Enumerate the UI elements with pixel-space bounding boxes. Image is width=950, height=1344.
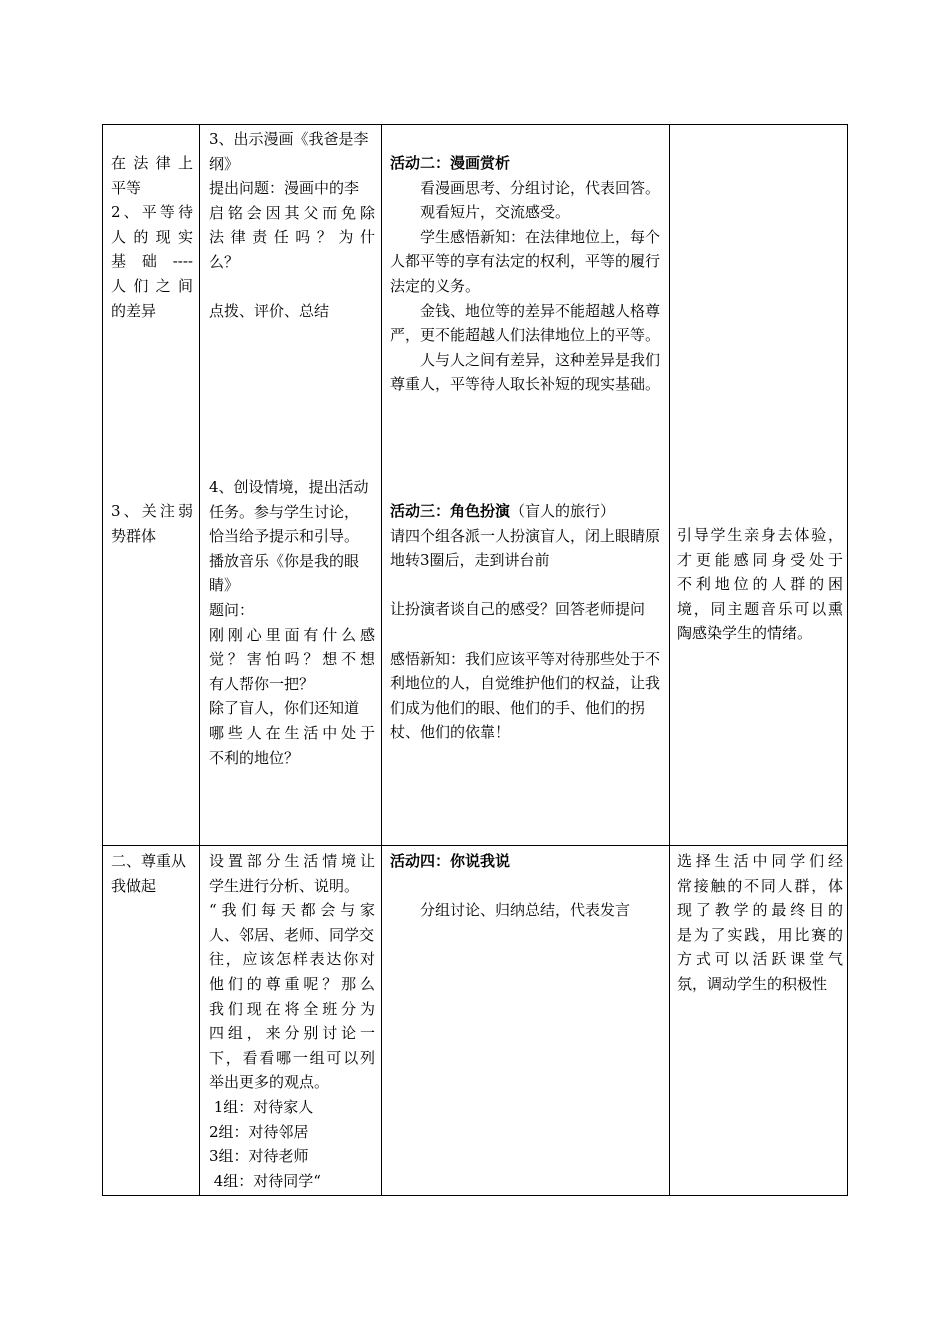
activity-title: 活动二：漫画赏析 (390, 154, 511, 172)
lesson-plan-table (102, 124, 848, 1196)
text-line: 睛》 (209, 576, 240, 595)
text-line: 不利地位的人群的困 (677, 575, 843, 594)
column-divider (669, 125, 670, 1195)
text-line: 4组：对待同学“ (209, 1171, 321, 1190)
text-line: 是为了实践，用比赛的 (677, 925, 843, 944)
paragraph: 观看短片，交流感受。 (420, 203, 571, 222)
paragraph: 感悟新知：我们应该平等对待那些处于不利地位的人，自觉维护他们的权益，让我们成为他们的眼、他们的手、他们的拐杖、他们的依靠！ (390, 649, 661, 742)
text-line: 刚刚心里面有什么感 (209, 625, 375, 644)
paragraph: 看漫画思考、分组讨论，代表回答。 (420, 178, 661, 197)
text-line: 除了盲人，你们还知道 (209, 699, 360, 718)
text-line: 下，看看哪一组可以列 (209, 1048, 375, 1067)
row1-teacher-cell (209, 127, 375, 324)
paragraph: 请四个组各派一人扮演盲人，闭上眼睛原地转3圈后，走到讲台前 (390, 526, 661, 570)
row2-stage-cell (111, 499, 193, 548)
text-line: 人、邻居、老师、同学交 (209, 925, 375, 944)
text-line: 有人帮你一把？ (209, 674, 315, 693)
text-line: 常接触的不同人群，体 (677, 876, 843, 895)
row3-stage-cell (111, 849, 195, 898)
text-line: 势群体 (111, 526, 157, 545)
text-line: 往，应该怎样表达你对 (209, 950, 375, 969)
text-line: “我们每天都会与家 (209, 901, 375, 920)
text-line: 播放音乐《你是我的眼 (209, 551, 360, 570)
row2-teacher-cell (209, 475, 375, 770)
paragraph: 人与人之间有差异，这种差异是我们尊重人，平等待人取长补短的现实基础。 (390, 350, 661, 394)
text-line: 人的现实 (111, 227, 193, 246)
text-line: 引导学生亲身去体验， (677, 526, 843, 544)
text-line: 设置部分生活情境让 (209, 852, 375, 870)
text-line: 4、创设情境，提出活动 (209, 478, 369, 496)
text-line: 1组：对待家人 (209, 1097, 314, 1116)
text-line: 现了教学的最终目的 (677, 901, 843, 920)
paragraph: 学生感悟新知：在法律地位上，每个人都平等的享有法定的权利，平等的履行法定的义务。 (390, 227, 661, 295)
column-divider (381, 125, 382, 1195)
text-line: 氛，调动学生的积极性 (677, 974, 828, 993)
text-line: 二、尊重从 (111, 852, 187, 870)
text-line: 举出更多的观点。 (209, 1073, 330, 1092)
text-line: 四组，来分别讨论一 (209, 1024, 375, 1043)
row3-student-cell (390, 849, 662, 923)
text-line: 陶感染学生的情绪。 (677, 624, 813, 643)
column-divider (199, 125, 200, 1195)
text-line: 3、关注弱 (111, 502, 193, 520)
text-line: 不利的地位？ (209, 748, 300, 767)
text-line: 恰当给予提示和引导。 (209, 527, 360, 546)
row3-teacher-cell (209, 849, 375, 1193)
text-line: 法律责任吗？为什 (209, 228, 375, 247)
paragraph: 让扮演者谈自己的感受？回答老师提问 (390, 600, 646, 619)
text-line: 任务。参与学生讨论， (209, 502, 360, 521)
text-line: 3、出示漫画《我爸是李 (209, 130, 369, 148)
text-line: 方式可以活跃课堂气 (677, 950, 843, 969)
paragraph: 金钱、地位等的差异不能超越人格尊严，更不能超越人们法律地位上的平等。 (390, 301, 661, 345)
text-line: 在法律上 (111, 154, 193, 172)
row-divider (103, 845, 847, 846)
text-line: 纲》 (209, 154, 240, 173)
paragraph: 分组讨论、归纳总结，代表发言 (420, 901, 631, 920)
text-line: 基础---- (111, 252, 193, 271)
text-line: 点拨、评价、总结 (209, 302, 330, 321)
activity-title: 活动三：角色扮演 (390, 502, 511, 520)
text-line: 提出问题：漫画中的李 (209, 179, 360, 198)
row1-student-cell (390, 151, 662, 397)
text-line: 才更能感同身受处于 (677, 550, 843, 569)
text-line: 题问： (209, 600, 255, 619)
text-line: 我们现在将全班分为 (209, 999, 375, 1018)
text-line: 启铭会因其父而免除 (209, 203, 375, 222)
activity-subtitle: （盲人的旅行） (510, 502, 616, 520)
text-line: 平等 (111, 178, 142, 197)
text-line: 学生进行分析、说明。 (209, 876, 360, 895)
text-line: 觉？害怕吗？想不想 (209, 650, 375, 669)
text-line: 他们的尊重呢？那么 (209, 974, 375, 993)
text-line: 么？ (209, 252, 240, 271)
text-line: 3组：对待老师 (209, 1147, 309, 1166)
text-line: 的差异 (111, 301, 157, 320)
row2-design-intent-cell (677, 523, 843, 646)
row1-stage-cell (111, 151, 193, 323)
text-line: 2、平等待 (111, 203, 193, 222)
text-line: 境，同主题音乐可以熏 (677, 599, 843, 618)
row3-design-intent-cell (677, 849, 843, 997)
text-line: 人们之间 (111, 276, 193, 295)
text-line: 选择生活中同学们经 (677, 852, 843, 870)
text-line: 我做起 (111, 876, 157, 895)
text-line: 哪些人在生活中处于 (209, 723, 375, 742)
activity-title: 活动四：你说我说 (390, 852, 511, 870)
row2-student-cell (390, 499, 662, 745)
text-line: 2组：对待邻居 (209, 1122, 309, 1141)
